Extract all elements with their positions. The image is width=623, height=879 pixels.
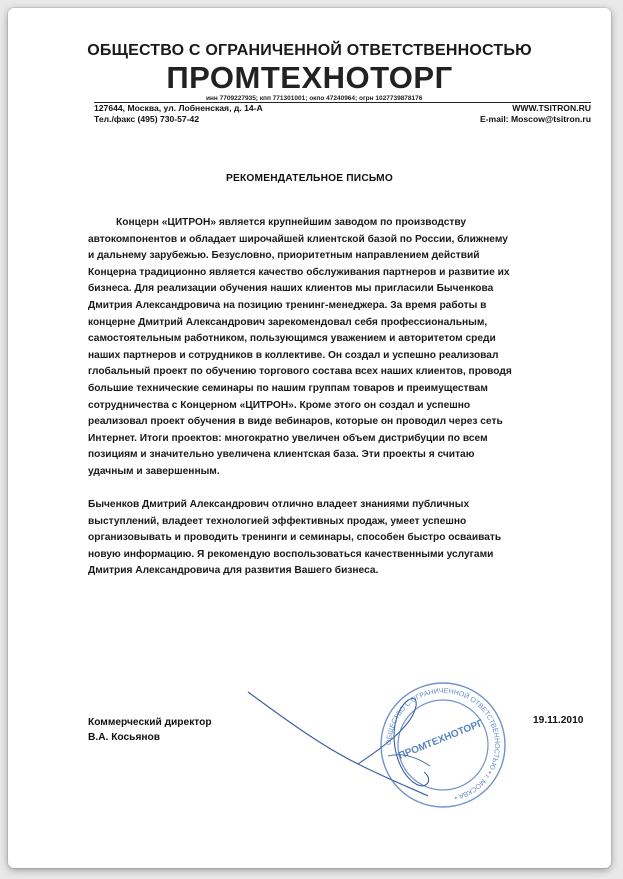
stamp-ring-text: ОБЩЕСТВО С ОГРАНИЧЕННОЙ ОТВЕТСТВЕННОСТЬЮ • г. МОСКВА •	[385, 687, 501, 801]
signer-name: В.А. Косьянов	[88, 732, 161, 743]
letter-date: 19.11.2010	[533, 715, 584, 726]
text-line: Дмитрия Александровича для развития Вашего бизнеса.	[88, 565, 379, 577]
text-line: концерне Дмитрий Александрович зарекомендовал себя профессиональным,	[88, 316, 488, 328]
company-website: WWW.TSITRON.RU	[512, 103, 591, 113]
text-line: удачным и завершенным.	[88, 465, 220, 477]
text-line: позициям и значительно увеличена клиентская база. Эти проекты я считаю	[88, 449, 475, 461]
letter-body	[88, 215, 588, 580]
text-line: глобальный проект по обучению торгового состава всех наших клиентов, проводя	[88, 366, 512, 378]
signer-title: Коммерческий директор	[88, 717, 212, 728]
company-stamp	[378, 680, 508, 810]
company-address: 127644, Москва, ул. Лобненская, д. 14-А	[94, 103, 263, 113]
text-line: Интернет. Итоги проектов: многократно увеличен объем дистрибуции по всем	[88, 432, 488, 444]
stamp-center-text: ПРОМТЕХНОТОРГ	[397, 717, 485, 762]
text-line: самостоятельным работником, пользующимся уважением и авторитетом среди	[88, 333, 496, 345]
registration-codes: инн 7709227935; кпп 771301001; окпо 47240964; огрн 1027739878176	[206, 95, 423, 102]
signature-block	[88, 715, 212, 745]
text-line: наших партнеров и сотрудников в коллективе. Он создал и успешно реализовал	[88, 349, 499, 361]
text-line: новую информацию. Я рекомендую воспользоваться качественными услугами	[88, 548, 494, 560]
text-line: Дмитрия Александровича на позицию тренинг-менеджера. За время работы в	[88, 299, 487, 311]
paragraph-2	[88, 497, 588, 580]
letter-page	[8, 8, 611, 868]
org-type-heading: ОБЩЕСТВО С ОГРАНИЧЕННОЙ ОТВЕТСТВЕННОСТЬЮ	[87, 42, 532, 59]
text-line: бизнеса. Для реализации обучения наших клиентов мы пригласили Быченкова	[88, 283, 494, 295]
text-line: выступлений, владеет технологией эффективных продаж, умеет успешно	[88, 515, 467, 527]
text-line: организовывать и проводить тренинги и семинары, способен быстро осваивать	[88, 532, 502, 544]
company-phone: Тел./факс (495) 730-57-42	[94, 114, 200, 124]
company-contacts	[94, 103, 263, 125]
text-line: большие технические семинары по нашим группам товаров и преимуществам	[88, 382, 488, 394]
text-line: реализовал проект обучения в виде вебинаров, которые он проводил через сеть	[88, 416, 503, 428]
company-email: E-mail: Moscow@tsitron.ru	[479, 114, 591, 124]
text-line: и дальнему зарубежью. Безусловно, приоритетным направлением действий	[88, 250, 480, 262]
letter-title: РЕКОМЕНДАТЕЛЬНОЕ ПИСЬМО	[226, 173, 393, 184]
text-line: сотрудничества с Концерном «ЦИТРОН». Кроме этого он создал и успешно	[88, 399, 471, 411]
text-line: Концерна традиционно является качество обслуживания партнеров и развитие их	[88, 266, 510, 278]
text-line: Быченков Дмитрий Александрович отлично владеет знаниями публичных	[88, 499, 470, 511]
text-line: автокомпонентов и обладает широчайшей клиентской базой по России, ближнему	[88, 233, 508, 245]
paragraph-1	[88, 215, 588, 481]
company-online	[480, 103, 591, 125]
text-line: Концерн «ЦИТРОН» является крупнейшим заводом по производству	[116, 217, 467, 228]
company-name: ПРОМТЕХНОТОРГ	[166, 60, 453, 95]
